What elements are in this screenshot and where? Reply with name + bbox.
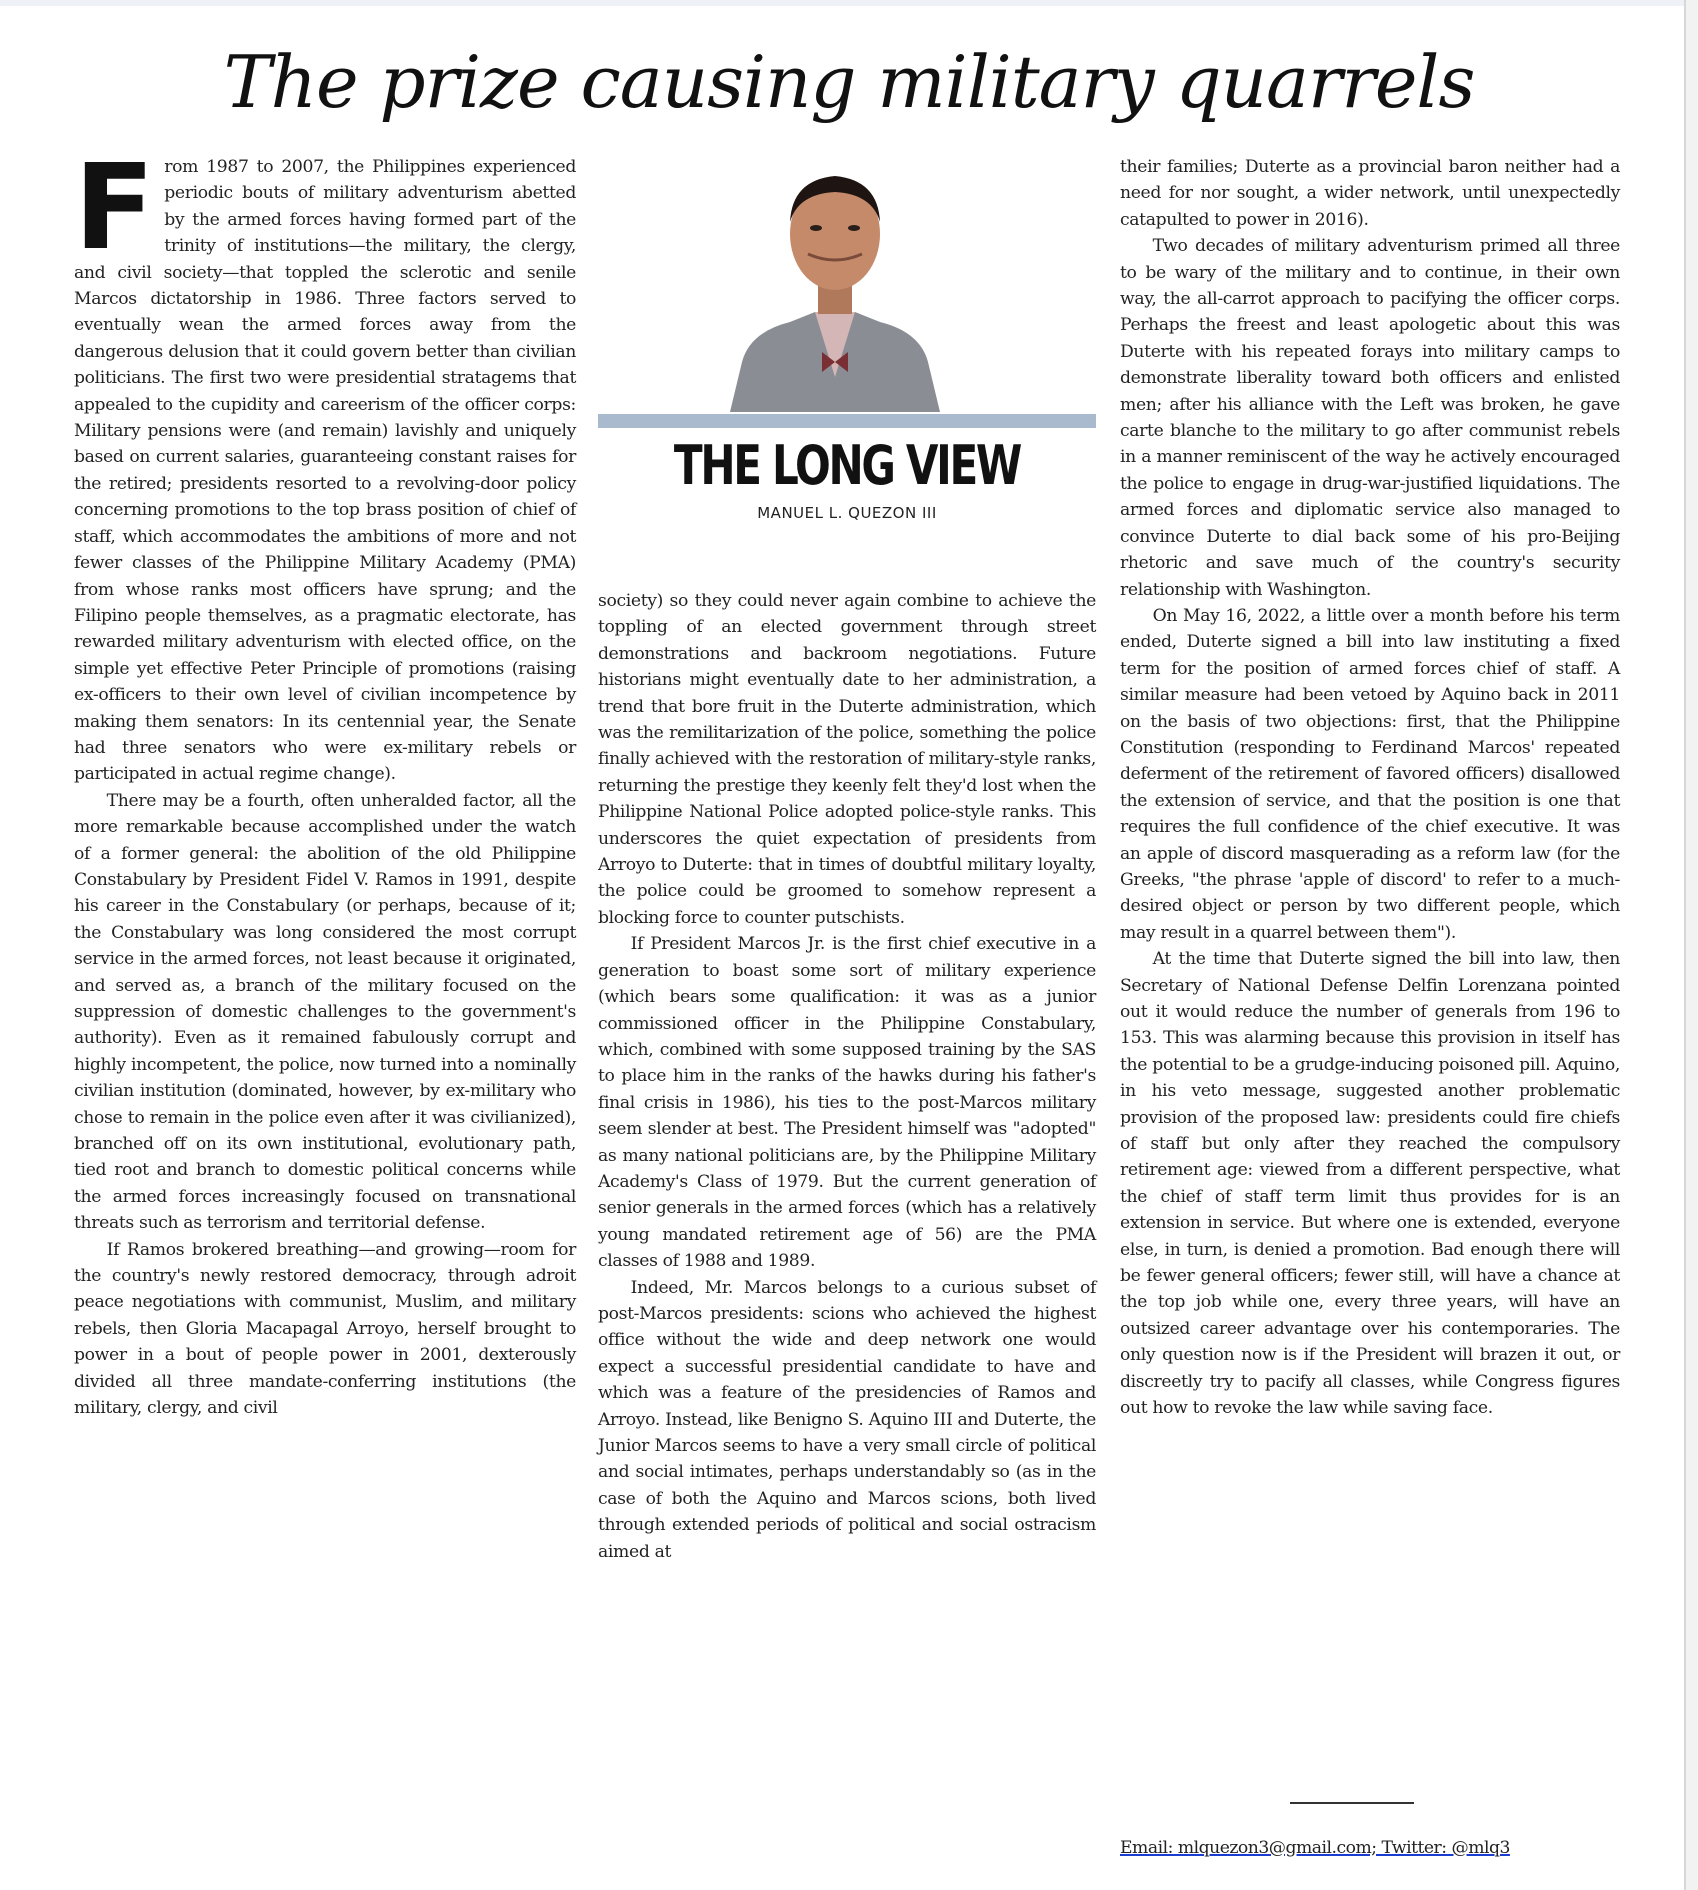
headline: The prize causing military quarrels	[223, 40, 1475, 124]
paragraph	[74, 138, 576, 788]
byline: MANUEL L. QUEZON III	[757, 504, 937, 522]
paragraph: society) so they could never again combine to achieve the toppling of an elected government through street demonstrations and backroom negotiations. Future historians might eventually date to her administration, a trend that bore fruit in the Duterte administration, which was the remilitarization of the police, something the police finally achieved with the restoration of military-style ranks, returning the prestige they keenly felt they'd lost when the Philippine National Police adopted police-style ranks. This underscores the quiet expectation of presidents from Arroyo to Duterte: that in times of doubtful military loyalty, the police could be groomed to somehow represent a blocking force to counter putschists.	[598, 591, 1096, 928]
paragraph: If Ramos brokered breathing—and growing—room for the country's newly restored democracy, through adroit peace negotiations with communist, Muslim, and military rebels, then Gloria Macapagal Arroyo, herself brought to power in a bout of people power in 2001, dexterously divided all three mandate-conferring institutions (the military, clergy, and civil	[74, 1239, 576, 1419]
columnist-photo	[720, 162, 950, 412]
paragraph: Indeed, Mr. Marcos belongs to a curious subset of post-Marcos presidents: scions who achieved the highest office without the wide and deep network one would expect a successful presidential candidate to have and which was a feature of the presidencies of Ramos and Arroyo. Instead, like Benigno S. Aquino III and Duterte, the Junior Marcos seems to have a very small circle of political and social intimates, perhaps understandably so (as in the case of both the Aquino and Marcos scions, both lived through extended periods of political and social ostracism aimed at	[598, 1277, 1096, 1562]
author-contact-link[interactable]: Email: mlquezon3@gmail.com; Twitter: @mlq3	[1120, 1838, 1510, 1858]
article-column-1	[74, 138, 576, 1422]
top-border	[0, 0, 1698, 6]
paragraph: If President Marcos Jr. is the first chief executive in a generation to boast some sort of military experience (which bears some qualification: it was as a junior commissioned officer in the Philippine Constabulary, which, combined with some supposed training by the SAS to place him in the ranks of the hawks during his father's final crisis in 1986), his ties to the post-Marcos military seem slender at best. The President himself was "adopted" as many national politicians are, by the Philippine Military Academy's Class of 1979. But the current generation of senior generals in the armed forces (which has a relatively young mandated retirement age of 56) are the PMA classes of 1988 and 1989.	[598, 934, 1096, 1272]
drop-cap: F	[74, 138, 155, 276]
signature-rule	[1290, 1802, 1414, 1804]
paragraph: their families; Duterte as a provincial baron neither had a need for nor sought, a wider network, until unexpectedly catapulted to power in 2016).	[1120, 157, 1620, 230]
column-name: THE LONG VIEW	[673, 434, 1021, 497]
article-column-2	[598, 588, 1096, 1565]
paragraph: At the time that Duterte signed the bill into law, then Secretary of National Defense Delfin Lorenzana pointed out it would reduce the number of generals from 196 to 153. This was alarming because this provision in itself has the potential to be a grudge-inducing poisoned pill. Aquino, in his veto message, suggested another problematic provision of the proposed law: presidents could fire chiefs of staff but only after they reached the compulsory retirement age: viewed from a different perspective, what the chief of staff term limit thus provides for is an extension in service. But where one is extended, everyone else, in turn, is denied a promotion. Bad enough there will be fewer general officers; fewer still, will have a chance at the top job while one, every three years, will have an outsized career advantage over his contemporaries. The only question now is if the President will brazen it out, or discreetly try to pacify all classes, while Congress figures out how to revoke the law while saving face.	[1120, 949, 1620, 1419]
paragraph: On May 16, 2022, a little over a month before his term ended, Duterte signed a bill into law instituting a fixed term for the position of armed forces chief of staff. A similar measure had been vetoed by Aquino back in 2011 on the basis of two objections: first, that the Philippine Constitution (responding to Ferdinand Marcos' repeated deferment of the retirement of favored officers) disallowed the extension of service, and that the position is one that requires the full confidence of the chief executive. It was an apple of discord masquerading as a reform law (for the Greeks, "the phrase 'apple of discord' to refer to a much-desired object or person by two different people, which may result in a quarrel between them").	[1120, 605, 1620, 943]
page-edge	[1684, 0, 1698, 1890]
article-column-3	[1120, 154, 1620, 1422]
photo-rule	[598, 414, 1096, 428]
paragraph: There may be a fourth, often unheralded factor, all the more remarkable because accomplished under the watch of a former general: the abolition of the old Philippine Constabulary by President Fidel V. Ramos in 1991, despite his career in the Constabulary (or perhaps, because of it; the Constabulary was long considered the most corrupt service in the armed forces, not least because it originated, and served as, a branch of the military focused on the suppression of domestic challenges to the government's authority). Even as it remained fabulously corrupt and highly incompetent, the police, now turned into a nominally civilian institution (dominated, however, by ex-military who chose to remain in the police even after it was civilianized), branched off on its own institutional, evolutionary path, tied root and branch to domestic political concerns while the armed forces increasingly focused on transnational threats such as terrorism and territorial defense.	[74, 790, 576, 1234]
paragraph-text: rom 1987 to 2007, the Philippines experienced periodic bouts of military adventurism abetted by the armed forces having formed part of the trinity of institutions—the military, the clergy, and civil society—that toppled the sclerotic and senile Marcos dictatorship in 1986. Three factors served to eventually wean the armed forces away from the dangerous delusion that it could govern better than civilian politicians. The first two were presidential stratagems that appealed to the cupidity and careerism of the officer corps: Military pensions were (and remain) lavishly and uniquely based on current salaries, guaranteeing constant raises for the retired; presidents resorted to a revolving-door policy concerning promotions to the top brass position of chief of staff, which accommodates the ambitions of more and not fewer classes of the Philippine Military Academy (PMA) from whose ranks most officers have sprung; and the Filipino people themselves, as a pragmatic electorate, has rewarded military adventurism with elected office, on the simple yet effective Peter Principle of promotions (raising ex-officers to their own level of civilian incompetence by making them senators: In its centennial year, the Senate had three senators who were ex-military rebels or participated in actual regime change).	[74, 157, 576, 785]
paragraph: Two decades of military adventurism primed all three to be wary of the military and to continue, in their own way, the all-carrot approach to pacifying the officer corps. Perhaps the freest and least apologetic about this was Duterte with his repeated forays into military camps to demonstrate liberality toward both officers and enlisted men; after his alliance with the Left was broken, he gave carte blanche to the military to go after communist rebels in a manner reminiscent of the way he actively encouraged the police to engage in drug-war-justified liquidations. The armed forces and diplomatic service also managed to convince Duterte to dial back some of his pro-Beijing rhetoric and save much of the country's security relationship with Washington.	[1120, 236, 1620, 600]
